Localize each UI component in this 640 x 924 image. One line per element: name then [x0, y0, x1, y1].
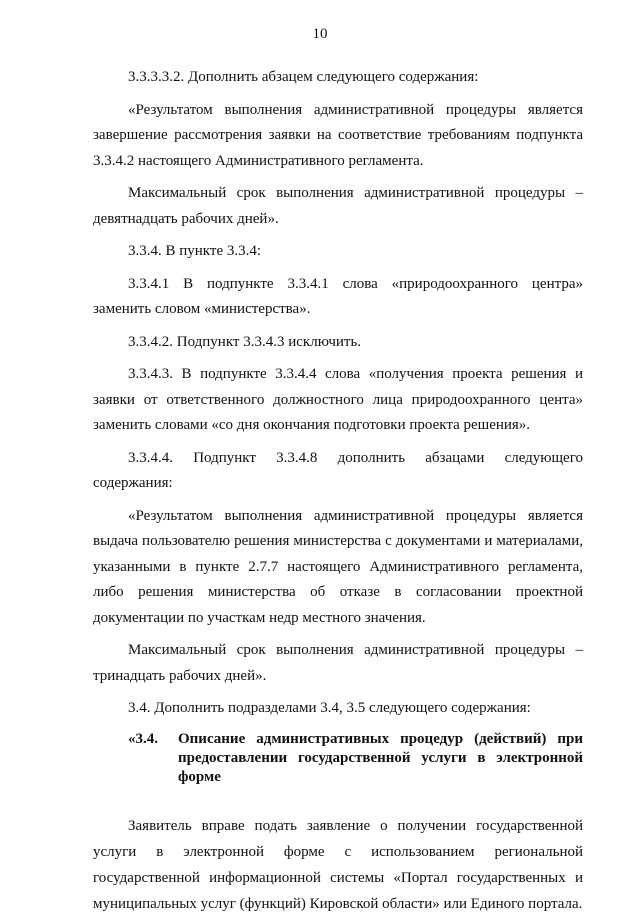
paragraph: «Результатом выполнения административной процедуры является завершение рассмотрения заявки на соответствие требованиям подпункта 3.3.4.2 настоящего Административного регламента. [93, 101, 583, 169]
paragraph: 3.4. Дополнить подразделами 3.4, 3.5 следующего содержания: [128, 700, 531, 716]
paragraph: 3.3.4.3. В подпункте 3.3.4.4 слова «получения проекта решения и заявки от ответственного должностного лица природоохранного цента» заменить словами «со дня окончания подготовки проекта решения». [93, 366, 583, 433]
paragraph: 3.3.3.3.2. Дополнить абзацем следующего содержания: [128, 69, 479, 85]
paragraph: 3.3.4.1 В подпункте 3.3.4.1 слова «природоохранного центра» заменить словом «министерства». [93, 275, 583, 317]
paragraph: Максимальный срок выполнения административной процедуры – тринадцать рабочих дней». [93, 642, 583, 684]
document-body [93, 65, 583, 924]
closing-paragraph: Заявитель вправе подать заявление о получении государственной услуги в электронной форме с использованием региональной государственной информационной системы «Портал государственных и муниципальных услуг (функций) Кировской области» или Единого портала. [93, 817, 583, 912]
paragraph: «Результатом выполнения административной процедуры является выдача пользователю решения министерства с документами и материалами, указанными в пункте 2.7.7 настоящего Административного регламента, либо решения министерства об отказе в согласовании проектной документации по участкам недр местного значения. [93, 507, 583, 626]
section-heading [93, 730, 583, 787]
page-number: 10 [312, 26, 328, 42]
paragraph: 3.3.4. В пункте 3.3.4: [128, 243, 262, 259]
section-title: Описание административных процедур (действий) при предоставлении государственной услуги в электронной форме [178, 730, 583, 785]
paragraph: 3.3.4.2. Подпункт 3.3.4.3 исключить. [128, 333, 362, 350]
paragraph: Максимальный срок выполнения административной процедуры – девятнадцать рабочих дней». [93, 185, 583, 227]
paragraph: 3.3.4.4. Подпункт 3.3.4.8 дополнить абзацами следующего содержания: [93, 449, 583, 491]
section-number: «3.4. [128, 730, 158, 747]
